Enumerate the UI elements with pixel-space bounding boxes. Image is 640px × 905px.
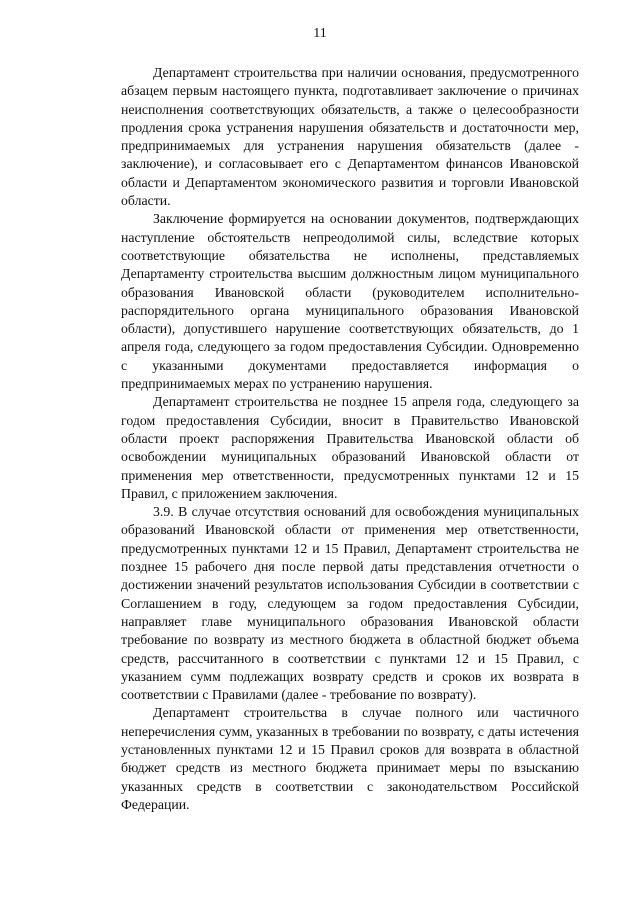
paragraph-conclusion-formation: Заключение формируется на основании документов, подтверждающих наступление обстоятельств непреодолимой силы, вследствие которых соответствующие обязательства не исполнены, представляемых Департаменту строительства высшим должностным лицом муниципального образования Ивановской области (руководителем исполнительно-распорядительного органа муниципального образования Ивановской области), допустившего нарушение соответствующих обязательств, до 1 апреля года, следующего за годом предоставления Субсидии. Одновременно с указанными документами предоставляется информация о предпринимаемых мерах по устранению нарушения. [121, 211, 579, 392]
paragraph-conclusion-preparation: Департамент строительства при наличии основания, предусмотренного абзацем первым настоящего пункта, подготавливает заключение о причинах неисполнения соответствующих обязательств, а также о целесообразности продления срока устранения нарушения обязательств и достаточности мер, предпринимаемых для устранения нарушения обязательств (далее - заключение), и согласовывает его с Департаментом финансов Ивановской области и Департаментом экономического развития и торговли Ивановской области. [121, 65, 579, 209]
page-number: 11 [313, 26, 327, 41]
paragraph-clause-3-9: 3.9. В случае отсутствия оснований для освобождения муниципальных образований Ивановской области от применения мер ответственности, предусмотренных пунктами 12 и 15 Правил, Департамент строительства не позднее 15 рабочего дня после первой даты представления отчетности о достижении значений результатов использования Субсидии в соответствии с Соглашением в году, следующем за годом предоставления Субсидии, направляет главе муниципального образования Ивановской области требование по возврату из местного бюджета в областной бюджет объема средств, рассчитанного в соответствии с пунктами 12 и 15 Правил, с указанием сумм подлежащих возврату средств и сроков их возврата в соответствии с Правилами (далее - требование по возврату). [121, 504, 579, 703]
paragraph-recovery-measures: Департамент строительства в случае полного или частичного неперечисления сумм, указанных в требовании по возврату, с даты истечения установленных пунктами 12 и 15 Правил сроков для возврата в областной бюджет средств из местного бюджета принимает меры по взысканию указанных средств в соответствии с законодательством Российской Федерации. [121, 705, 579, 812]
paragraph-exemption-draft: Департамент строительства не позднее 15 апреля года, следующего за годом предоставления Субсидии, вносит в Правительство Ивановской области проект распоряжения Правительства Ивановской области об освобождении муниципальных образований Ивановской области от применения мер ответственности, предусмотренных пунктами 12 и 15 Правил, с приложением заключения. [121, 394, 579, 501]
document-body [121, 64, 579, 814]
